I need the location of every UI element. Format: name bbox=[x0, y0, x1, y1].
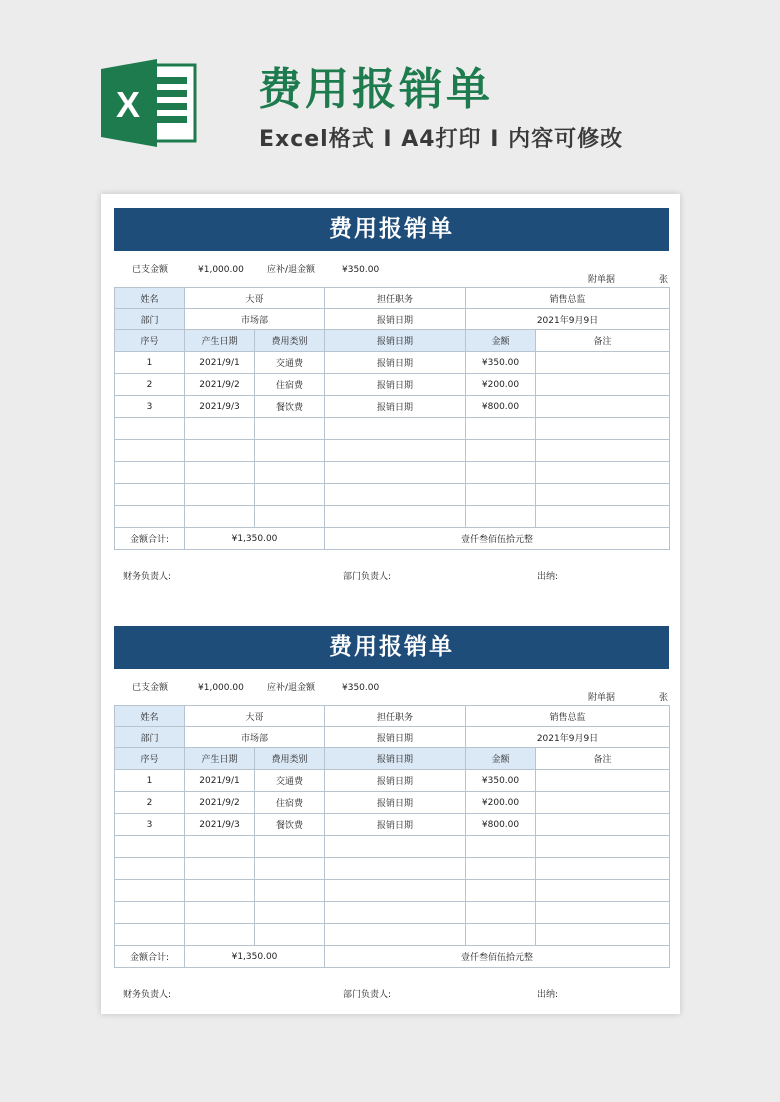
total-in-words[interactable]: 壹仟叁佰伍拾元整 bbox=[324, 945, 670, 968]
finance-signature-label: 财务负责人: bbox=[123, 572, 172, 582]
table-cell[interactable] bbox=[184, 901, 255, 924]
column-header: 报销日期 bbox=[324, 329, 466, 352]
table-cell[interactable] bbox=[535, 373, 670, 396]
table-cell[interactable] bbox=[324, 901, 466, 924]
column-header: 费用类别 bbox=[254, 747, 325, 770]
table-cell[interactable] bbox=[324, 417, 466, 440]
refund-value: ¥350.00 bbox=[342, 265, 380, 275]
table-cell[interactable] bbox=[535, 439, 670, 462]
table-cell[interactable]: ¥800.00 bbox=[465, 813, 536, 836]
paid-label: 已支金额 bbox=[132, 683, 169, 693]
report-date-value[interactable]: 2021年9月9日 bbox=[465, 726, 670, 748]
name-label: 姓名 bbox=[114, 287, 185, 309]
table-cell[interactable]: 交通费 bbox=[254, 769, 325, 792]
table-cell[interactable] bbox=[465, 879, 536, 902]
name-label: 姓名 bbox=[114, 705, 185, 727]
table-cell[interactable]: 2021/9/2 bbox=[184, 373, 255, 396]
table-cell[interactable] bbox=[465, 417, 536, 440]
table-cell[interactable] bbox=[254, 835, 325, 858]
table-cell[interactable] bbox=[465, 901, 536, 924]
position-value[interactable]: 销售总监 bbox=[465, 705, 670, 727]
table-cell[interactable]: 住宿费 bbox=[254, 791, 325, 814]
table-cell[interactable] bbox=[535, 505, 670, 528]
table-cell[interactable] bbox=[324, 923, 466, 946]
table-cell[interactable] bbox=[114, 483, 185, 506]
column-header: 费用类别 bbox=[254, 329, 325, 352]
column-header: 金额 bbox=[465, 747, 536, 770]
dept-value[interactable]: 市场部 bbox=[184, 308, 325, 330]
table-cell[interactable]: ¥350.00 bbox=[465, 769, 536, 792]
table-cell[interactable] bbox=[535, 769, 670, 792]
table-cell[interactable]: 报销日期 bbox=[324, 395, 466, 418]
table-cell[interactable] bbox=[324, 505, 466, 528]
paid-value: ¥1,000.00 bbox=[198, 265, 244, 275]
table-cell[interactable] bbox=[535, 461, 670, 484]
refund-label: 应补/退金额 bbox=[267, 265, 316, 275]
table-cell[interactable] bbox=[114, 417, 185, 440]
page-subtitle: Excel格式 I A4打印 I 内容可修改 bbox=[259, 127, 624, 152]
table-cell[interactable]: 餐饮费 bbox=[254, 813, 325, 836]
attachments-unit: 张 bbox=[659, 275, 669, 285]
total-value[interactable]: ¥1,350.00 bbox=[184, 527, 325, 550]
table-cell[interactable] bbox=[184, 461, 255, 484]
table-cell[interactable] bbox=[114, 879, 185, 902]
table-cell[interactable] bbox=[465, 461, 536, 484]
table-cell[interactable]: ¥350.00 bbox=[465, 351, 536, 374]
table-cell[interactable] bbox=[535, 901, 670, 924]
column-header: 备注 bbox=[535, 747, 670, 770]
table-cell[interactable] bbox=[254, 505, 325, 528]
table-cell[interactable]: 2021/9/1 bbox=[184, 769, 255, 792]
total-in-words[interactable]: 壹仟叁佰伍拾元整 bbox=[324, 527, 670, 550]
dept-head-signature-label: 部门负责人: bbox=[343, 990, 392, 1000]
table-cell[interactable]: 交通费 bbox=[254, 351, 325, 374]
table-cell[interactable] bbox=[184, 835, 255, 858]
table-cell[interactable]: 3 bbox=[114, 395, 185, 418]
attachments-unit: 张 bbox=[659, 693, 669, 703]
table-cell[interactable] bbox=[254, 483, 325, 506]
paid-value: ¥1,000.00 bbox=[198, 683, 244, 693]
table-cell[interactable] bbox=[324, 857, 466, 880]
excel-logo-letter: X bbox=[115, 84, 141, 125]
expense-table bbox=[114, 287, 669, 550]
table-cell[interactable]: ¥800.00 bbox=[465, 395, 536, 418]
table-cell[interactable] bbox=[254, 857, 325, 880]
attachments-label: 附单据 bbox=[588, 693, 616, 703]
attachments-label: 附单据 bbox=[588, 275, 616, 285]
name-value[interactable]: 大哥 bbox=[184, 287, 325, 309]
table-cell[interactable] bbox=[114, 923, 185, 946]
report-date-label: 报销日期 bbox=[324, 308, 466, 330]
table-cell[interactable] bbox=[184, 923, 255, 946]
cashier-signature-label: 出纳: bbox=[537, 572, 559, 582]
refund-value: ¥350.00 bbox=[342, 683, 380, 693]
table-cell[interactable]: 2021/9/2 bbox=[184, 791, 255, 814]
table-cell[interactable] bbox=[535, 879, 670, 902]
table-cell[interactable] bbox=[535, 835, 670, 858]
table-cell[interactable] bbox=[324, 835, 466, 858]
table-cell[interactable]: 2 bbox=[114, 791, 185, 814]
position-value[interactable]: 销售总监 bbox=[465, 287, 670, 309]
refund-label: 应补/退金额 bbox=[267, 683, 316, 693]
table-cell[interactable] bbox=[324, 439, 466, 462]
table-cell[interactable] bbox=[184, 417, 255, 440]
table-cell[interactable] bbox=[465, 835, 536, 858]
table-cell[interactable] bbox=[535, 813, 670, 836]
table-cell[interactable] bbox=[535, 791, 670, 814]
table-cell[interactable] bbox=[114, 835, 185, 858]
column-header: 产生日期 bbox=[184, 747, 255, 770]
table-cell[interactable]: 报销日期 bbox=[324, 791, 466, 814]
table-cell[interactable] bbox=[535, 395, 670, 418]
table-cell[interactable]: 1 bbox=[114, 351, 185, 374]
column-header: 金额 bbox=[465, 329, 536, 352]
position-label: 担任职务 bbox=[324, 705, 466, 727]
position-label: 担任职务 bbox=[324, 287, 466, 309]
total-label: 金额合计: bbox=[114, 945, 185, 968]
table-cell[interactable] bbox=[535, 483, 670, 506]
table-cell[interactable] bbox=[254, 879, 325, 902]
table-cell[interactable]: 1 bbox=[114, 769, 185, 792]
table-cell[interactable] bbox=[184, 505, 255, 528]
table-cell[interactable] bbox=[324, 461, 466, 484]
page-title: 费用报销单 bbox=[258, 64, 493, 115]
expense-form bbox=[114, 208, 669, 598]
table-cell[interactable] bbox=[114, 439, 185, 462]
table-cell[interactable] bbox=[324, 879, 466, 902]
table-cell[interactable]: 报销日期 bbox=[324, 351, 466, 374]
form-title: 费用报销单 bbox=[114, 626, 669, 669]
table-cell[interactable]: 报销日期 bbox=[324, 813, 466, 836]
report-date-label: 报销日期 bbox=[324, 726, 466, 748]
table-cell[interactable]: ¥200.00 bbox=[465, 373, 536, 396]
report-date-value[interactable]: 2021年9月9日 bbox=[465, 308, 670, 330]
column-header: 产生日期 bbox=[184, 329, 255, 352]
expense-form bbox=[114, 626, 669, 1016]
form-title: 费用报销单 bbox=[114, 208, 669, 251]
column-header: 备注 bbox=[535, 329, 670, 352]
table-cell[interactable] bbox=[254, 923, 325, 946]
finance-signature-label: 财务负责人: bbox=[123, 990, 172, 1000]
table-cell[interactable]: 餐饮费 bbox=[254, 395, 325, 418]
table-cell[interactable] bbox=[254, 439, 325, 462]
table-cell[interactable] bbox=[465, 923, 536, 946]
table-cell[interactable] bbox=[324, 483, 466, 506]
table-cell[interactable]: 报销日期 bbox=[324, 769, 466, 792]
table-cell[interactable] bbox=[535, 857, 670, 880]
dept-label: 部门 bbox=[114, 726, 185, 748]
table-cell[interactable] bbox=[465, 483, 536, 506]
name-value[interactable]: 大哥 bbox=[184, 705, 325, 727]
table-cell[interactable]: 2021/9/3 bbox=[184, 813, 255, 836]
dept-label: 部门 bbox=[114, 308, 185, 330]
total-value[interactable]: ¥1,350.00 bbox=[184, 945, 325, 968]
table-cell[interactable] bbox=[254, 417, 325, 440]
table-cell[interactable]: 2021/9/3 bbox=[184, 395, 255, 418]
dept-head-signature-label: 部门负责人: bbox=[343, 572, 392, 582]
table-cell[interactable]: 住宿费 bbox=[254, 373, 325, 396]
total-label: 金额合计: bbox=[114, 527, 185, 550]
dept-value[interactable]: 市场部 bbox=[184, 726, 325, 748]
column-header: 序号 bbox=[114, 747, 185, 770]
expense-table bbox=[114, 705, 669, 968]
table-cell[interactable] bbox=[535, 417, 670, 440]
table-cell[interactable] bbox=[465, 439, 536, 462]
table-cell[interactable] bbox=[114, 461, 185, 484]
table-cell[interactable] bbox=[535, 351, 670, 374]
cashier-signature-label: 出纳: bbox=[537, 990, 559, 1000]
table-cell[interactable] bbox=[254, 901, 325, 924]
table-cell[interactable] bbox=[114, 505, 185, 528]
column-header: 报销日期 bbox=[324, 747, 466, 770]
paid-label: 已支金额 bbox=[132, 265, 169, 275]
excel-icon bbox=[101, 57, 197, 149]
table-cell[interactable] bbox=[184, 439, 255, 462]
table-cell[interactable]: 报销日期 bbox=[324, 373, 466, 396]
table-cell[interactable]: 2021/9/1 bbox=[184, 351, 255, 374]
table-cell[interactable]: 3 bbox=[114, 813, 185, 836]
table-cell[interactable] bbox=[465, 857, 536, 880]
column-header: 序号 bbox=[114, 329, 185, 352]
table-cell[interactable] bbox=[184, 483, 255, 506]
table-cell[interactable] bbox=[184, 857, 255, 880]
table-cell[interactable]: ¥200.00 bbox=[465, 791, 536, 814]
table-cell[interactable]: 2 bbox=[114, 373, 185, 396]
table-cell[interactable] bbox=[254, 461, 325, 484]
document-page bbox=[101, 194, 680, 1014]
table-cell[interactable] bbox=[114, 901, 185, 924]
table-cell[interactable] bbox=[114, 857, 185, 880]
table-cell[interactable] bbox=[184, 879, 255, 902]
table-cell[interactable] bbox=[465, 505, 536, 528]
table-cell[interactable] bbox=[535, 923, 670, 946]
